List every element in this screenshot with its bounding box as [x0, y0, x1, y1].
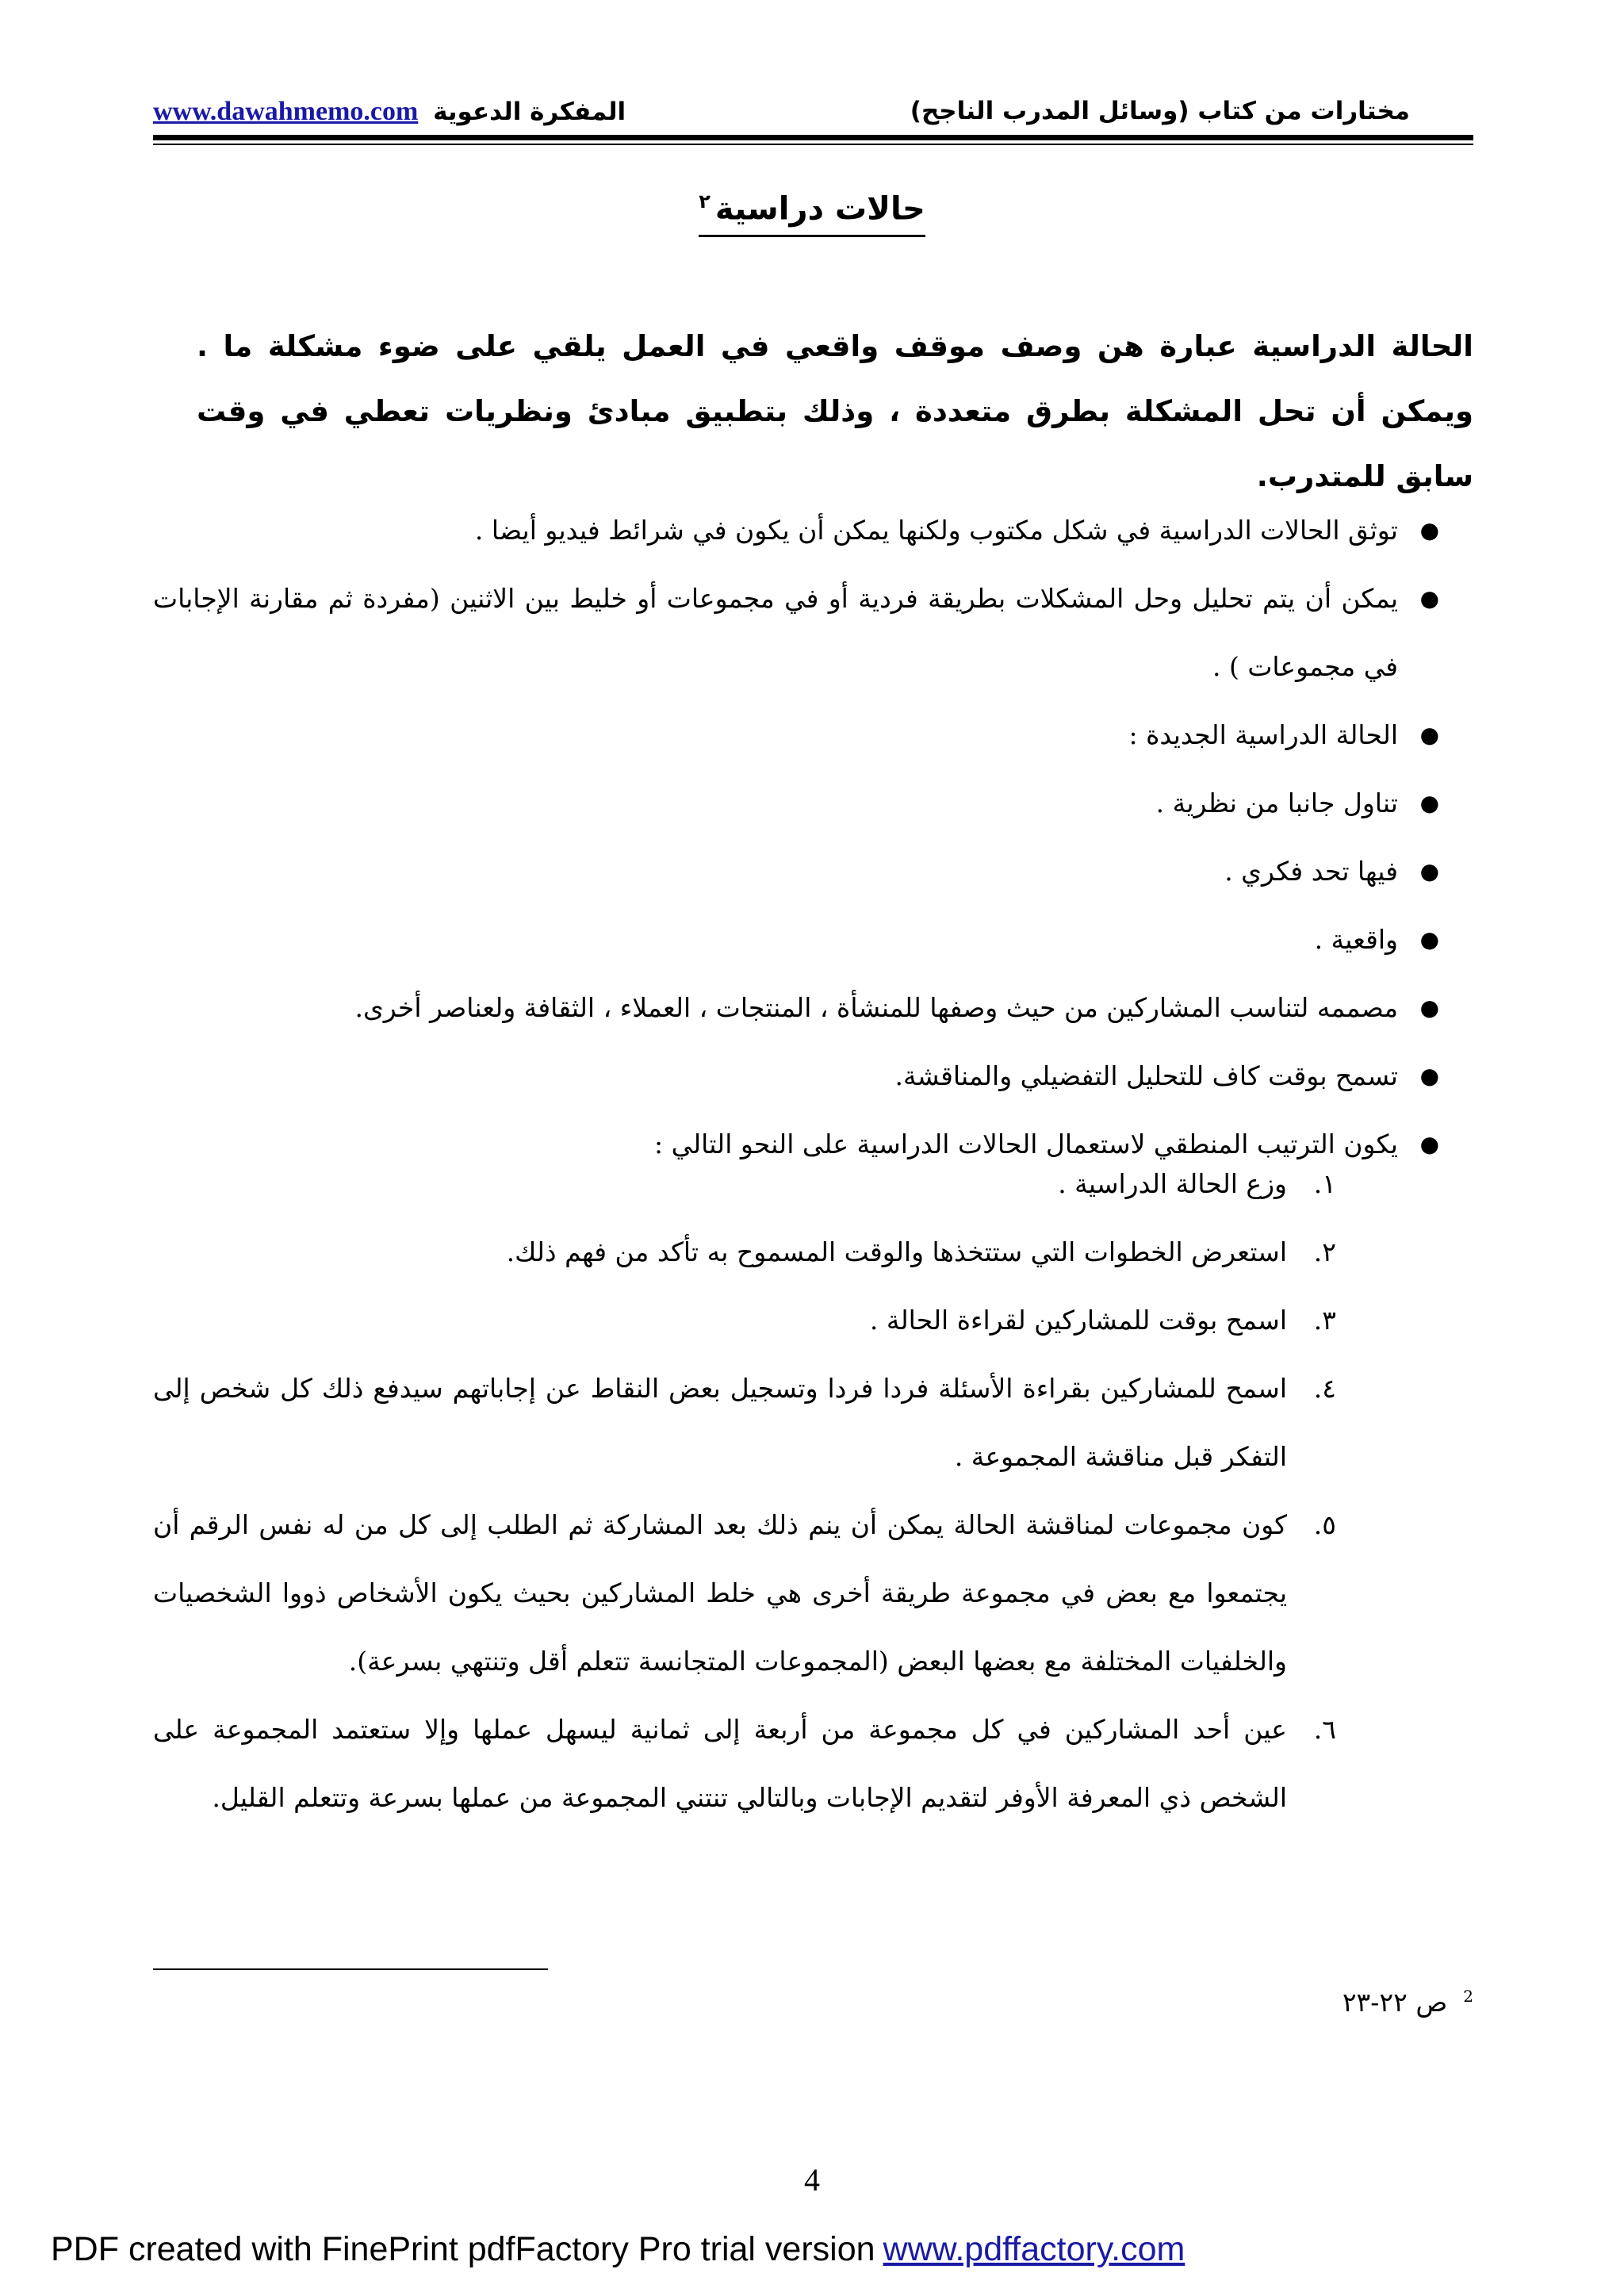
numbered-item [153, 1286, 1336, 1355]
bullet-icon: ● [1419, 585, 1439, 611]
item-text: عين أحد المشاركين في كل مجموعة من أربعة إلى ثمانية ليسهل عملها وإلا ستعتمد المجموعة على الشخص ذي المعرفة الأوفر لتقديم الإجابات وبالتالي تنتني المجموعة من عملها بسرعة وتتعلم القليل. [153, 1714, 1287, 1813]
list-item-text: يكون الترتيب المنطقي لاستعمال الحالات الدراسية على النحو التالي : [653, 1129, 1398, 1159]
numbered-item [153, 1696, 1336, 1832]
bullet-icon: ● [1419, 1063, 1439, 1089]
section-title-underlined [699, 190, 925, 237]
list-item-text: توثق الحالات الدراسية في شكل مكتوب ولكنها يمكن أن يكون في شرائط فيديو أيضا . [474, 515, 1398, 546]
numbered-item [153, 1150, 1336, 1218]
item-number: ٤. [1313, 1373, 1336, 1404]
list-item-text: تسمح بوقت كاف للتحليل التفضيلي والمناقشة. [894, 1060, 1398, 1091]
bullet-icon: ● [1419, 517, 1439, 543]
footnote [1342, 1987, 1473, 2018]
bullet-icon: ● [1419, 858, 1439, 884]
item-text: اسمح بوقت للمشاركين لقراءة الحالة . [869, 1305, 1287, 1336]
list-item-text: فيها تحد فكري . [1224, 856, 1398, 887]
pdffactory-link[interactable]: www.pdffactory.com [883, 2230, 1185, 2268]
brand-label: المفكرة الدعوية [433, 98, 626, 126]
bullet-icon: ● [1419, 722, 1439, 748]
list-item [153, 974, 1439, 1042]
list-item [153, 496, 1439, 565]
numbered-list [153, 1150, 1336, 1832]
list-item [153, 769, 1439, 838]
list-item [153, 906, 1439, 974]
page-header [153, 89, 1473, 136]
list-item-text: الحالة الدراسية الجديدة : [1128, 719, 1398, 750]
item-number: ٣. [1313, 1305, 1336, 1336]
footnote-text: ص ٢٢-٢٣ [1342, 1987, 1448, 2018]
numbered-item [153, 1355, 1336, 1491]
header-rule-thin [153, 144, 1473, 145]
item-number: ١. [1313, 1168, 1336, 1199]
item-text: وزع الحالة الدراسية . [1058, 1168, 1287, 1199]
footnote-mark: 2 [1463, 1987, 1473, 2006]
list-item [153, 1042, 1439, 1110]
list-item-text: تناول جانبا من نظرية . [1155, 788, 1398, 818]
numbered-item [153, 1218, 1336, 1286]
item-number: ٢. [1313, 1236, 1336, 1267]
bullet-icon: ● [1419, 790, 1439, 816]
title-footnote-ref[interactable]: ٢ [699, 190, 710, 213]
list-item [153, 565, 1439, 701]
list-item [153, 838, 1439, 906]
item-number: ٥. [1313, 1509, 1336, 1540]
page-number: 4 [804, 2162, 820, 2198]
bullet-icon: ● [1419, 995, 1439, 1021]
intro-paragraph: الحالة الدراسية عبارة هن وصف موقف واقعي في العمل يلقي على ضوء مشكلة ما . ويمكن أن تحل المشكلة بطرق متعددة ، وذلك بتطبيق مبادئ ونظريات تعطي في وقت سابق للمتدرب. [197, 329, 1473, 493]
numbered-item [153, 1491, 1336, 1696]
header-left [153, 97, 626, 127]
pdf-footer [51, 2230, 1185, 2269]
header-rule-thick [153, 135, 1473, 140]
bullet-icon: ● [1419, 1131, 1439, 1157]
bullet-list [153, 496, 1439, 1179]
list-item [153, 701, 1439, 769]
book-title: مختارات من كتاب (وسائل المدرب الناجح) [910, 97, 1410, 125]
list-item-text: واقعية . [1314, 924, 1398, 955]
pdf-footer-text: PDF created with FinePrint pdfFactory Pro trial version [51, 2230, 875, 2268]
list-item-text: مصممه لتناسب المشاركين من حيث وصفها للمنشأة ، المنتجات ، العملاء ، الثقافة ولعناصر أخرى. [354, 992, 1398, 1023]
section-title [0, 190, 1624, 237]
footnote-separator [153, 1968, 548, 1970]
item-text: اسمح للمشاركين بقراءة الأسئلة فردا فردا وتسجيل بعض النقاط عن إجاباتهم سيدفع ذلك كل شخص إلى التفكر قبل مناقشة المجموعة . [153, 1373, 1287, 1472]
bullet-icon: ● [1419, 926, 1439, 953]
item-text: كون مجموعات لمناقشة الحالة يمكن أن ينم ذلك بعد المشاركة ثم الطلب إلى كل من له نفس الرقم أن يجتمعوا مع بعض في مجموعة طريقة أخرى هي خلط المشاركين بحيث يكون الأشخاص ذووا الشخصيات والخلفيات المختلفة مع بعضها البعض (المجموعات المتجانسة تتعلم أقل وتنتهي بسرعة). [153, 1509, 1287, 1677]
section-title-text: حالات دراسية [714, 190, 925, 228]
item-text: استعرض الخطوات التي ستتخذها والوقت المسموح به تأكد من فهم ذلك. [506, 1236, 1287, 1267]
list-item-text: يمكن أن يتم تحليل وحل المشكلات بطريقة فردية أو في مجموعات أو خليط بين الاثنين (مفردة ثم مقارنة الإجابات في مجموعات ) . [153, 583, 1398, 682]
item-number: ٦. [1313, 1714, 1336, 1745]
website-link[interactable]: www.dawahmemo.com [153, 97, 419, 126]
